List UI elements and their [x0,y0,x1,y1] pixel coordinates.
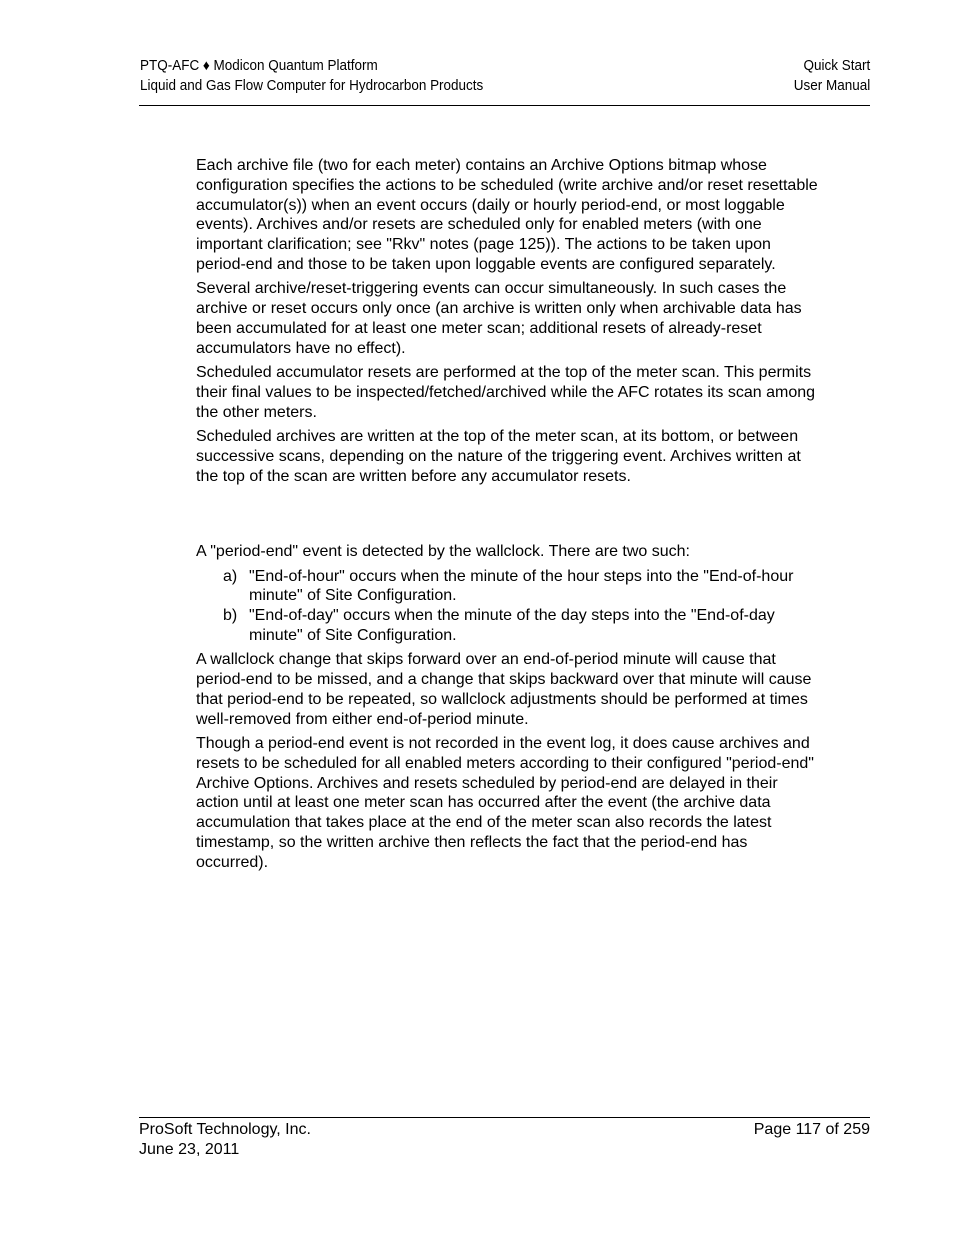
header-section: Quick Start [803,58,870,74]
header-product-title: PTQ-AFC ♦ Modicon Quantum Platform [140,58,378,74]
paragraph-simultaneous-events: Several archive/reset-triggering events can occur simultaneously. In such cases the archive or reset occurs only once (an archive is written only when archivable data has been accumulated for at least one meter scan; additional resets of already-reset accumulators have no effect). [196,280,802,357]
page-footer [139,1117,870,1160]
paragraph-accumulator-resets: Scheduled accumulator resets are performed at the top of the meter scan. This permits their final values to be inspected/fetched/archived while the AFC rotates its scan among the other meters. [196,364,816,421]
footer-left [139,1120,311,1160]
footer-page-number: Page 117 of 259 [753,1121,870,1138]
paragraph-archive-options: Each archive file (two for each meter) contains an Archive Options bitmap whose configuration specifies the actions to be scheduled (write archive and/or reset resettable accumulator(s)) when an event occurs (daily or hourly period-end, or most loggable events). Archives and/or resets are scheduled only for enabled meters (with one important clarification; see "Rkv" notes (page 125)). The actions to be taken upon period-end and those to be taken upon loggable events are configured separately. [196,157,818,273]
section-gap [196,491,821,542]
paragraph-scheduled-archives: Scheduled archives are written at the top of the meter scan, at its bottom, or between successive scans, depending on the nature of the triggering event. Archives written at the top of the scan are written before any accumulator resets. [196,428,801,485]
paragraph-period-end-logging: Though a period-end event is not recorded in the event log, it does cause archives and resets to be scheduled for all enabled meters according to their configured "period-end" Archive Options. Archives and resets scheduled by period-end are delayed in their action until at least one meter scan has occurred after the event (the archive data accumulation that takes place at the end of the meter scan also records the latest timestamp, so the written archive then reflects the fact that the period-end has occurred). [196,735,814,871]
period-end-list [196,567,821,646]
list-marker: b) [223,607,238,625]
list-item [196,606,821,646]
header-right [794,57,870,96]
header-left [140,57,483,96]
page-header [139,57,870,106]
footer-right [754,1120,870,1140]
paragraph-period-end-intro: A "period-end" event is detected by the wallclock. There are two such: [196,543,690,561]
list-item [196,567,821,607]
header-product-subtitle: Liquid and Gas Flow Computer for Hydrocarbon Products [140,77,484,94]
header-document-type: User Manual [793,77,870,94]
footer-company: ProSoft Technology, Inc. [139,1121,311,1138]
footer-date: June 23, 2011 [139,1140,240,1158]
list-marker: a) [223,567,238,585]
list-item-text: "End-of-day" occurs when the minute of the day steps into the "End-of-day minute" of Site Configuration. [249,607,775,644]
page-body [196,156,821,877]
paragraph-wallclock-change: A wallclock change that skips forward over an end-of-period minute will cause that period-end to be missed, and a change that skips backward over that minute will cause that period-end to be repeated, so wallclock adjustments should be performed at times well-removed from either end-of-period minute. [196,651,812,728]
list-item-text: "End-of-hour" occurs when the minute of the hour steps into the "End-of-hour minute" of Site Configuration. [249,567,794,605]
